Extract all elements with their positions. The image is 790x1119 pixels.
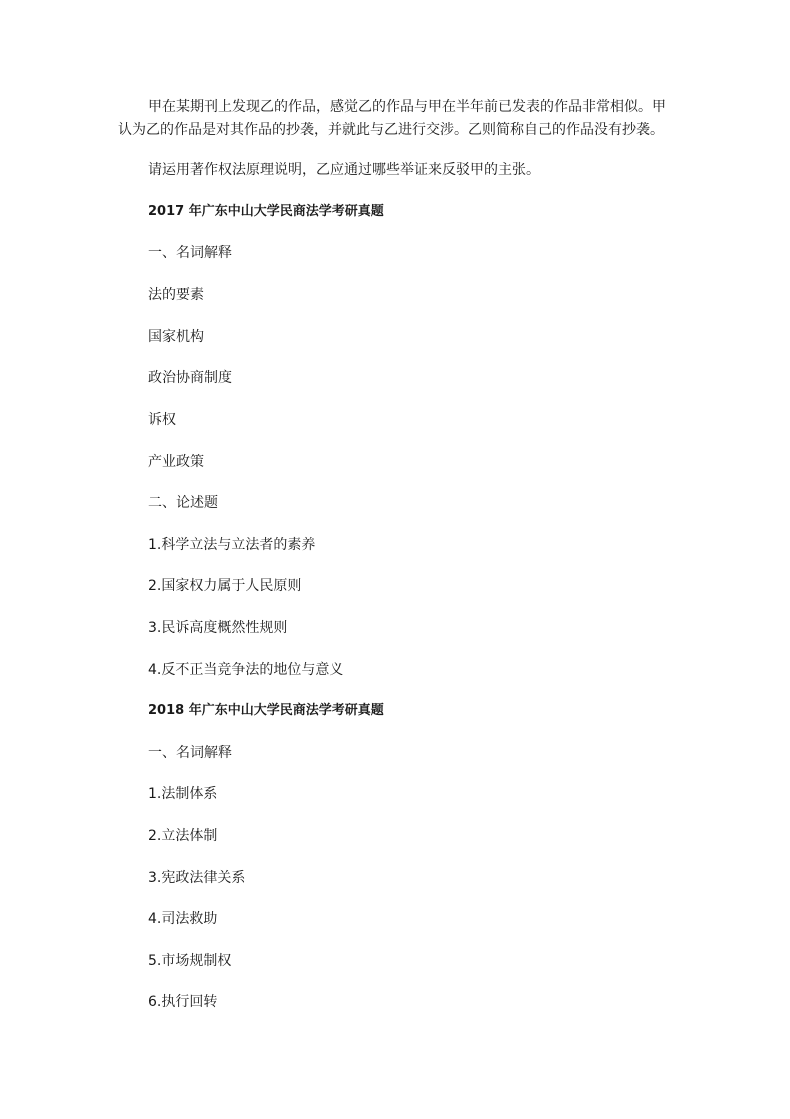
list-item: 2.立法体制 [148,828,218,844]
section-2017-part2-heading: 二、论述题 [148,495,218,511]
section-2017-title: 2017 年广东中山大学民商法学考研真题 [148,204,384,219]
list-item: 1.法制体系 [148,786,218,802]
list-item: 国家机构 [148,329,204,345]
list-item: 法的要素 [148,287,204,303]
list-item: 1.科学立法与立法者的素养 [148,537,316,553]
section-2018-part1-heading: 一、名词解释 [148,745,232,761]
section-2018-title: 2018 年广东中山大学民商法学考研真题 [148,703,384,718]
list-item: 诉权 [148,412,176,428]
intro-paragraph: 甲在某期刊上发现乙的作品，感觉乙的作品与甲在半年前已发表的作品非常相似。甲认为乙的作品是对其作品的抄袭，并就此与乙进行交涉。乙则简称自己的作品没有抄袭。 [118,99,666,138]
section-2017-part1-heading: 一、名词解释 [148,245,232,261]
list-item: 4.司法救助 [148,911,218,927]
list-item: 6.执行回转 [148,994,218,1010]
list-item: 产业政策 [148,454,204,470]
question-text: 请运用著作权法原理说明，乙应通过哪些举证来反驳甲的主张。 [148,162,540,178]
list-item: 3.民诉高度概然性规则 [148,620,288,636]
list-item: 3.宪政法律关系 [148,870,246,886]
list-item: 4.反不正当竞争法的地位与意义 [148,662,344,678]
list-item: 5.市场规制权 [148,953,232,969]
list-item: 2.国家权力属于人民原则 [148,578,302,594]
list-item: 政治协商制度 [148,370,232,386]
